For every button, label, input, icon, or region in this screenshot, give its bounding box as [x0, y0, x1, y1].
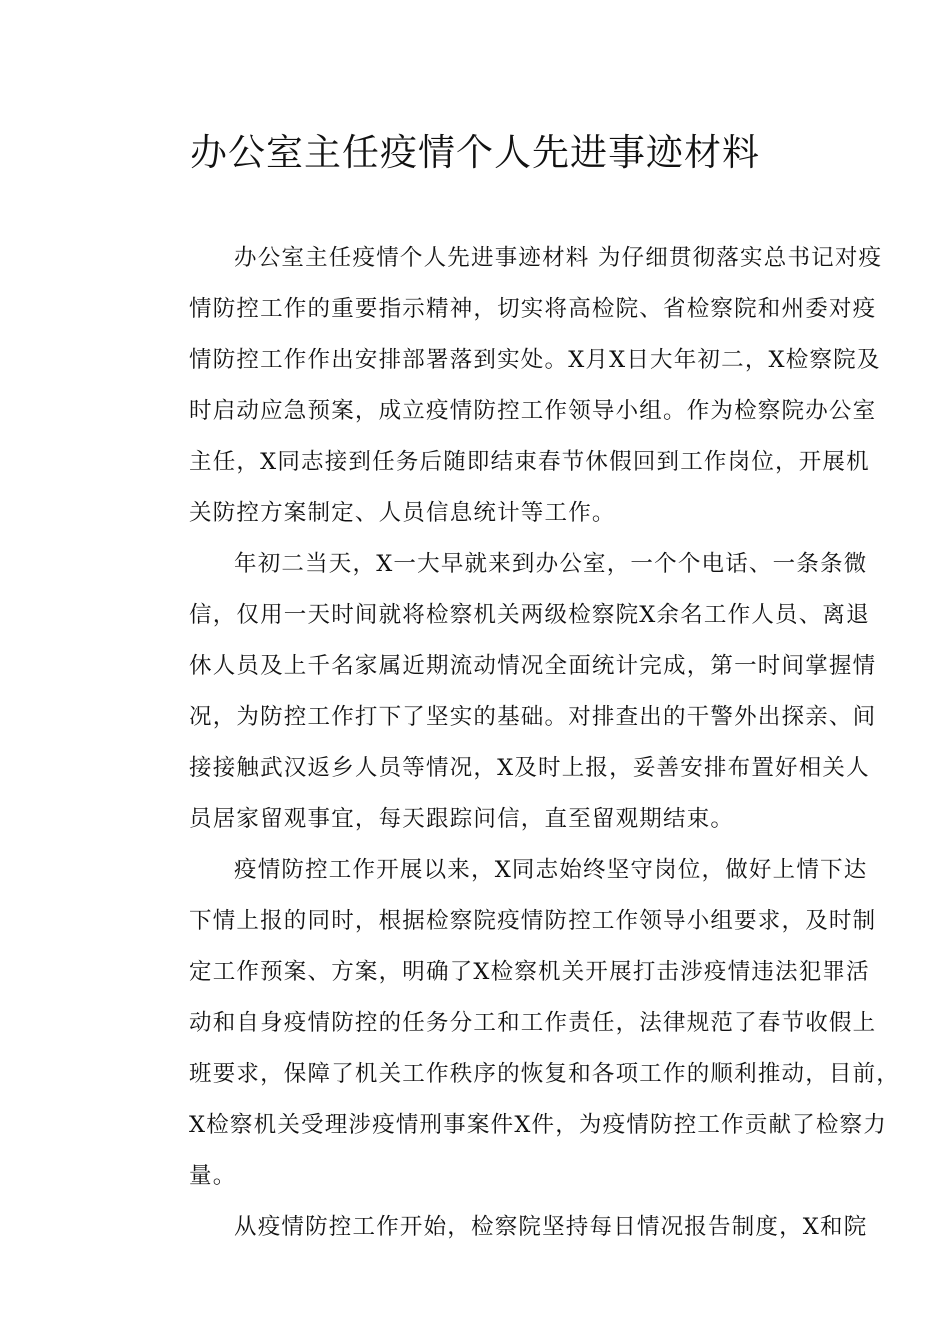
paragraph-line: 定工作预案、方案，明确了X检察机关开展打击涉疫情违法犯罪活	[189, 959, 870, 985]
paragraph-line: X检察机关受理涉疫情刑事案件X件，为疫情防控工作贡献了检察力	[189, 1112, 888, 1138]
document-title: 办公室主任疫情个人先进事迹材料	[190, 131, 760, 174]
document-body	[144, 233, 901, 1253]
paragraph-line: 办公室主任疫情个人先进事迹材料 为仔细贯彻落实总书记对疫	[234, 245, 883, 271]
paragraph-line: 时启动应急预案，成立疫情防控工作领导小组。作为检察院办公室	[189, 398, 877, 424]
paragraph-line: 下情上报的同时，根据检察院疫情防控工作领导小组要求，及时制	[189, 908, 877, 934]
paragraph-3	[144, 845, 901, 1202]
paragraph-line: 情防控工作的重要指示精神，切实将高检院、省检察院和州委对疫	[189, 296, 877, 322]
paragraph-1	[144, 233, 883, 539]
paragraph-line: 情防控工作作出安排部署落到实处。X月X日大年初二，X检察院及	[189, 347, 881, 373]
paragraph-line: 员居家留观事宜，每天跟踪问信，直至留观期结束。	[189, 806, 735, 832]
paragraph-line: 主任，X同志接到任务后随即结束春节休假回到工作岗位，开展机	[189, 449, 870, 475]
paragraph-line: 量。	[189, 1163, 237, 1189]
paragraph-line: 年初二当天，X一大早就来到办公室，一个个电话、一条条微	[234, 551, 868, 577]
paragraph-line: 关防控方案制定、人员信息统计等工作。	[189, 500, 616, 526]
paragraph-line: 信，仅用一天时间就将检察机关两级检察院X余名工作人员、离退	[189, 602, 870, 628]
paragraph-line: 从疫情防控工作开始，检察院坚持每日情况报告制度，X和院	[234, 1214, 868, 1240]
paragraph-line: 疫情防控工作开展以来，X同志始终坚守岗位，做好上情下达	[234, 857, 868, 883]
paragraph-line: 接接触武汉返乡人员等情况，X及时上报，妥善安排布置好相关人	[189, 755, 870, 781]
paragraph-2	[144, 539, 877, 845]
paragraph-line: 况，为防控工作打下了坚实的基础。对排查出的干警外出探亲、间	[189, 704, 877, 730]
paragraph-line: 班要求，保障了机关工作秩序的恢复和各项工作的顺利推动，目前，	[189, 1061, 901, 1087]
paragraph-line: 休人员及上千名家属近期流动情况全面统计完成，第一时间掌握情	[189, 653, 877, 679]
paragraph-4	[144, 1202, 868, 1253]
paragraph-line: 动和自身疫情防控的任务分工和工作责任，法律规范了春节收假上	[189, 1010, 877, 1036]
